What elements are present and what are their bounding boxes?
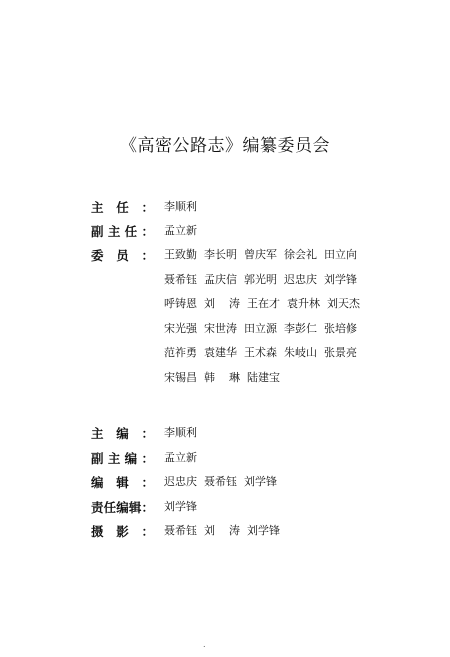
role-label-char: 摄 bbox=[91, 524, 104, 539]
role-label-char: 编 bbox=[124, 450, 138, 466]
role-label bbox=[91, 424, 154, 442]
role-label-char: 任 bbox=[116, 200, 129, 215]
role-label-char: 辑 bbox=[128, 499, 142, 515]
role-label-char: 影 bbox=[116, 524, 129, 539]
member-names: 迟忠庆 聂希钰 刘学锋 bbox=[164, 475, 277, 488]
role-label-char: ： bbox=[141, 524, 154, 539]
member-names: 宋锡昌 韩 琳 陆建宝 bbox=[164, 370, 280, 384]
member-names: 聂希钰 孟庆信 郭光明 迟忠庆 刘学锋 bbox=[164, 272, 357, 286]
role-label-char: 编 bbox=[116, 499, 129, 515]
role-label-char: 主 bbox=[91, 426, 104, 441]
role-label-char: 辑 bbox=[116, 475, 129, 490]
committee-entry bbox=[0, 222, 450, 240]
role-label-char: 员 bbox=[116, 248, 129, 263]
role-label bbox=[91, 222, 154, 240]
member-names: 孟立新 bbox=[164, 224, 197, 237]
editorial-entry bbox=[0, 449, 450, 467]
role-label-char: 主 bbox=[107, 450, 121, 466]
role-label-char: ： bbox=[141, 224, 154, 239]
role-label-char: 任 bbox=[103, 499, 117, 515]
role-label-char: 责 bbox=[91, 499, 104, 515]
member-names: 聂希钰 刘 涛 刘学锋 bbox=[164, 524, 280, 537]
role-label-char: ： bbox=[141, 499, 154, 515]
editorial-entry bbox=[0, 424, 450, 442]
role-label bbox=[91, 246, 154, 264]
member-names: 孟立新 bbox=[164, 450, 197, 464]
role-label-char: 编 bbox=[116, 426, 129, 441]
role-label bbox=[91, 449, 154, 467]
member-names: 呼铸恩 刘 涛 王在才 袁升林 刘天杰 bbox=[164, 297, 360, 310]
page-title: 《高密公路志》编纂委员会 bbox=[120, 136, 330, 156]
role-label-char: 副 bbox=[91, 224, 104, 239]
member-names: 王致勤 李长明 曾庆军 徐会礼 田立向 bbox=[164, 248, 357, 261]
editorial-entry bbox=[0, 498, 450, 516]
member-names: 李顺利 bbox=[164, 426, 197, 439]
role-label bbox=[91, 522, 154, 540]
member-names: 刘学锋 bbox=[164, 499, 197, 513]
role-label-char: ： bbox=[141, 248, 154, 263]
role-label-char: 主 bbox=[91, 200, 104, 215]
role-label bbox=[91, 198, 154, 216]
role-label-char: 副 bbox=[91, 450, 104, 466]
member-names: 宋光强 宋世涛 田立源 李彭仁 张培修 bbox=[164, 321, 357, 335]
committee-entry bbox=[0, 198, 450, 216]
member-names: 范祚勇 袁建华 王术森 朱岐山 张景亮 bbox=[164, 346, 357, 359]
role-label-char: 委 bbox=[91, 248, 104, 263]
role-label-char: 编 bbox=[91, 475, 104, 490]
role-label-char: ： bbox=[141, 450, 154, 466]
role-label bbox=[91, 473, 154, 491]
footer-mark: . bbox=[203, 640, 206, 649]
role-label-char: ： bbox=[141, 475, 154, 490]
role-label-char: 主 bbox=[107, 224, 121, 239]
role-label bbox=[91, 498, 154, 516]
role-label-char: ： bbox=[141, 200, 154, 215]
role-label-char: 任 bbox=[124, 224, 138, 239]
role-label-char: ： bbox=[141, 426, 154, 441]
member-names: 李顺利 bbox=[164, 200, 197, 213]
